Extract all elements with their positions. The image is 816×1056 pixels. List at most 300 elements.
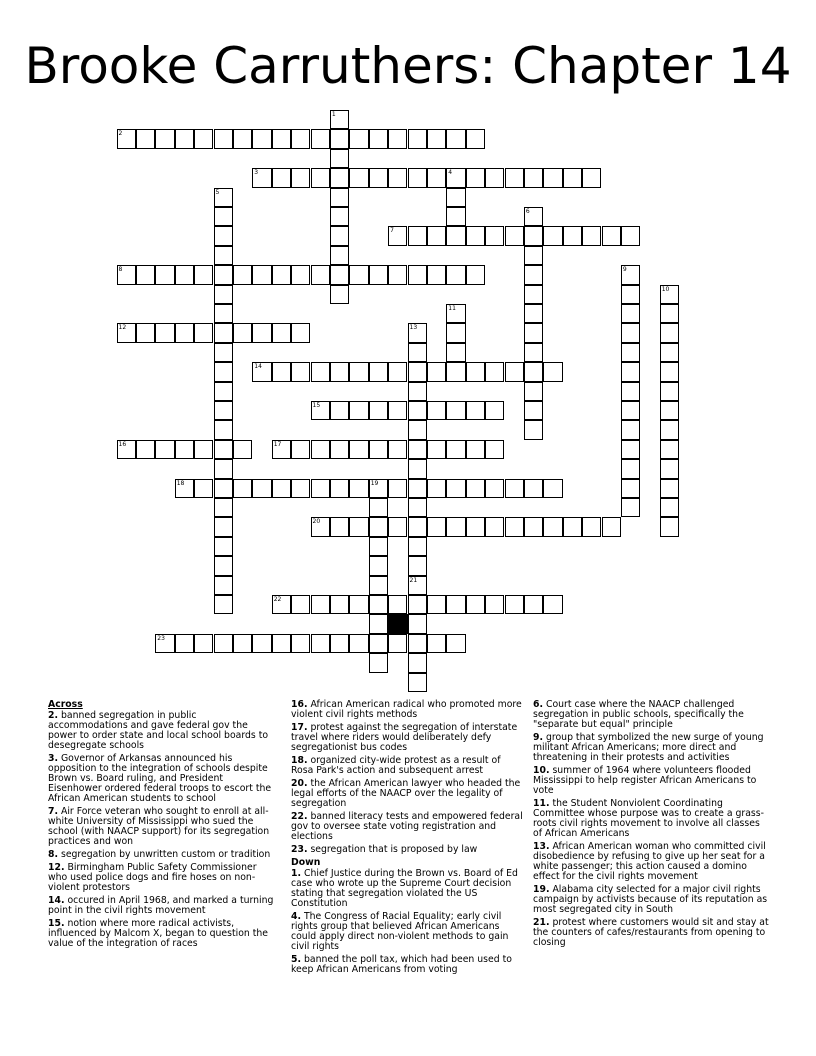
grid-cell[interactable] <box>233 634 252 653</box>
grid-cell[interactable] <box>485 226 504 245</box>
grid-cell[interactable] <box>524 168 543 187</box>
grid-cell[interactable] <box>252 479 271 498</box>
grid-cell[interactable] <box>311 265 330 284</box>
down-clue <box>533 700 769 730</box>
grid-cell[interactable] <box>311 168 330 187</box>
grid-cell[interactable] <box>563 168 582 187</box>
grid-cell[interactable] <box>272 634 291 653</box>
grid-cell[interactable] <box>272 479 291 498</box>
grid-cell[interactable] <box>543 479 562 498</box>
grid-cell[interactable] <box>660 420 679 439</box>
grid-cell[interactable] <box>291 595 310 614</box>
grid-cell[interactable] <box>136 129 155 148</box>
grid-cell[interactable] <box>252 129 271 148</box>
clue-number: 6. <box>533 699 544 710</box>
cell-number: 20 <box>312 518 321 526</box>
grid-cell[interactable] <box>524 479 543 498</box>
grid-cell[interactable] <box>330 246 349 265</box>
grid-cell[interactable] <box>621 498 640 517</box>
grid-cell[interactable] <box>466 265 485 284</box>
grid-cell[interactable] <box>660 498 679 517</box>
cell-number: 23 <box>157 634 165 642</box>
across-clue <box>48 850 274 860</box>
grid-cell[interactable] <box>233 479 252 498</box>
grid-cell[interactable] <box>175 265 194 284</box>
grid-cell[interactable] <box>194 440 213 459</box>
grid-cell[interactable] <box>214 479 233 498</box>
grid-cell[interactable] <box>524 401 543 420</box>
grid-cell[interactable] <box>543 595 562 614</box>
grid-cell[interactable] <box>524 323 543 342</box>
grid-cell[interactable] <box>349 595 368 614</box>
grid-cell[interactable] <box>388 440 407 459</box>
grid-cell[interactable] <box>155 323 174 342</box>
grid-cell[interactable] <box>582 168 601 187</box>
grid-cell[interactable] <box>621 226 640 245</box>
cell-number: 12 <box>118 324 127 332</box>
grid-cell[interactable] <box>369 440 388 459</box>
clues-column-2 <box>291 700 523 978</box>
grid-cell[interactable] <box>446 207 465 226</box>
grid-cell[interactable] <box>524 595 543 614</box>
grid-cell[interactable] <box>214 517 233 536</box>
grid-cell[interactable] <box>446 188 465 207</box>
grid-cell[interactable] <box>427 634 446 653</box>
clue-text: Alabama city selected for a major civil rights campaign by activists because of its reputation as most segregated city in South <box>533 884 768 915</box>
grid-cell[interactable] <box>505 226 524 245</box>
grid-cell[interactable] <box>214 382 233 401</box>
grid-cell[interactable] <box>330 595 349 614</box>
grid-cell[interactable] <box>214 537 233 556</box>
grid-cell[interactable] <box>660 343 679 362</box>
grid-cell[interactable] <box>291 440 310 459</box>
grid-cell[interactable] <box>408 382 427 401</box>
grid-cell[interactable] <box>408 614 427 633</box>
grid-cell[interactable] <box>214 265 233 284</box>
grid-cell[interactable] <box>427 440 446 459</box>
grid-cell[interactable] <box>466 129 485 148</box>
grid-cell[interactable] <box>194 323 213 342</box>
clue-text: Chief Justice during the Brown vs. Board of Ed case who wrote up the Supreme Court decision stating that segregation violated the US Constitution <box>291 868 518 909</box>
grid-cell[interactable] <box>214 420 233 439</box>
grid-cell[interactable] <box>602 517 621 536</box>
clue-text: protest where customers would sit and stay at the counters of cafes/restaurants from opening to closing <box>533 917 769 948</box>
grid-cell[interactable] <box>427 362 446 381</box>
grid-cell[interactable] <box>330 440 349 459</box>
grid-cell[interactable] <box>388 634 407 653</box>
grid-cell[interactable] <box>175 323 194 342</box>
cell-number: 22 <box>273 596 282 603</box>
grid-cell[interactable] <box>155 440 174 459</box>
grid-cell[interactable] <box>621 420 640 439</box>
grid-cell[interactable] <box>485 362 504 381</box>
grid-cell[interactable] <box>427 129 446 148</box>
grid-cell[interactable] <box>524 362 543 381</box>
cell-number: 18 <box>176 479 185 487</box>
down-clue <box>533 918 769 948</box>
grid-cell[interactable] <box>291 323 310 342</box>
grid-cell[interactable] <box>252 265 271 284</box>
cell-number: 17 <box>273 440 282 448</box>
grid-cell[interactable] <box>369 634 388 653</box>
grid-cell[interactable] <box>466 440 485 459</box>
grid-cell[interactable] <box>660 517 679 536</box>
grid-cell[interactable] <box>446 517 465 536</box>
grid-cell[interactable] <box>446 343 465 362</box>
grid-cell[interactable] <box>485 440 504 459</box>
grid-cell[interactable] <box>272 323 291 342</box>
grid-cell[interactable] <box>408 459 427 478</box>
grid-cell[interactable] <box>524 420 543 439</box>
grid-cell[interactable] <box>543 226 562 245</box>
grid-cell[interactable] <box>330 362 349 381</box>
grid-cell[interactable] <box>543 517 562 536</box>
grid-cell[interactable] <box>505 362 524 381</box>
grid-cell[interactable] <box>369 265 388 284</box>
grid-cell[interactable] <box>369 517 388 536</box>
grid-cell[interactable] <box>233 323 252 342</box>
grid-cell[interactable] <box>136 265 155 284</box>
grid-cell[interactable] <box>214 246 233 265</box>
clue-text: banned the poll tax, which had been used to keep African Americans from voting <box>291 954 512 975</box>
grid-cell[interactable] <box>446 129 465 148</box>
grid-cell[interactable] <box>408 634 427 653</box>
grid-cell[interactable] <box>272 362 291 381</box>
grid-cell[interactable] <box>330 168 349 187</box>
grid-cell[interactable] <box>427 265 446 284</box>
grid-cell[interactable] <box>330 265 349 284</box>
grid-cell[interactable] <box>446 226 465 245</box>
grid-cell[interactable] <box>388 129 407 148</box>
grid-cell[interactable] <box>349 634 368 653</box>
grid-cell[interactable] <box>524 517 543 536</box>
clue-number: 14. <box>48 895 65 906</box>
across-clue <box>48 896 274 916</box>
grid-cell[interactable] <box>466 479 485 498</box>
grid-cell[interactable] <box>660 323 679 342</box>
grid-cell[interactable] <box>311 634 330 653</box>
grid-cell[interactable] <box>214 440 233 459</box>
cell-number: 10 <box>661 285 670 293</box>
grid-cell[interactable] <box>408 556 427 575</box>
grid-cell[interactable] <box>311 479 330 498</box>
grid-cell[interactable] <box>349 401 368 420</box>
grid-cell[interactable] <box>524 246 543 265</box>
grid-cell[interactable] <box>330 188 349 207</box>
grid-cell[interactable] <box>175 440 194 459</box>
grid-cell[interactable] <box>408 517 427 536</box>
grid-cell[interactable] <box>311 440 330 459</box>
grid-cell[interactable] <box>466 517 485 536</box>
grid-cell[interactable] <box>214 459 233 478</box>
grid-cell[interactable] <box>427 517 446 536</box>
grid-cell[interactable] <box>582 226 601 245</box>
grid-cell[interactable] <box>427 226 446 245</box>
grid-cell[interactable] <box>446 401 465 420</box>
down-clue <box>533 842 769 882</box>
grid-cell[interactable] <box>543 362 562 381</box>
grid-cell[interactable] <box>214 498 233 517</box>
grid-cell[interactable] <box>563 226 582 245</box>
grid-cell[interactable] <box>485 479 504 498</box>
grid-cell[interactable] <box>369 653 388 672</box>
grid-cell[interactable] <box>485 595 504 614</box>
grid-cell[interactable] <box>524 226 543 245</box>
grid-cell[interactable] <box>446 479 465 498</box>
grid-cell[interactable] <box>485 168 504 187</box>
grid-cell[interactable] <box>466 168 485 187</box>
clue-number: 15. <box>48 918 65 929</box>
grid-cell[interactable] <box>621 362 640 381</box>
grid-cell[interactable] <box>330 149 349 168</box>
grid-cell[interactable] <box>330 479 349 498</box>
grid-cell[interactable] <box>349 362 368 381</box>
across-clue <box>291 700 523 720</box>
grid-cell[interactable] <box>524 265 543 284</box>
grid-cell[interactable] <box>408 479 427 498</box>
grid-cell[interactable] <box>621 304 640 323</box>
grid-cell[interactable] <box>505 595 524 614</box>
grid-cell[interactable] <box>524 343 543 362</box>
grid-cell[interactable] <box>621 382 640 401</box>
clue-number: 2. <box>48 710 59 721</box>
grid-cell[interactable] <box>233 265 252 284</box>
grid-cell[interactable] <box>621 479 640 498</box>
grid-cell[interactable] <box>621 285 640 304</box>
grid-cell[interactable] <box>194 129 213 148</box>
grid-cell[interactable] <box>408 440 427 459</box>
grid-cell[interactable] <box>214 304 233 323</box>
clue-text: banned literacy tests and empowered federal gov to oversee state voting registration and elections <box>291 811 523 842</box>
grid-cell[interactable] <box>214 595 233 614</box>
grid-cell[interactable] <box>524 304 543 323</box>
across-clue <box>291 845 523 855</box>
grid-cell[interactable] <box>602 226 621 245</box>
clues-column-1 <box>48 700 274 952</box>
grid-cell[interactable] <box>214 576 233 595</box>
grid-cell[interactable] <box>330 129 349 148</box>
grid-cell[interactable] <box>349 517 368 536</box>
grid-cell[interactable] <box>214 401 233 420</box>
grid-cell[interactable] <box>369 168 388 187</box>
grid-cell[interactable] <box>524 382 543 401</box>
grid-cell[interactable] <box>155 265 174 284</box>
clue-number: 22. <box>291 811 308 822</box>
page-title: Brooke Carruthers: Chapter 14 <box>24 37 792 95</box>
clue-text: the Student Nonviolent Coordinating Committee whose purpose was to create a grass-roots civil rights movement to involve all classes of African Americans <box>533 798 764 839</box>
grid-cell[interactable] <box>136 440 155 459</box>
grid-cell[interactable] <box>446 440 465 459</box>
grid-cell[interactable] <box>582 517 601 536</box>
grid-cell[interactable] <box>621 343 640 362</box>
grid-cell[interactable] <box>408 362 427 381</box>
cell-number: 7 <box>390 227 394 235</box>
cell-number: 2 <box>118 130 123 138</box>
grid-cell[interactable] <box>311 595 330 614</box>
grid-cell[interactable] <box>446 595 465 614</box>
grid-cell[interactable] <box>214 129 233 148</box>
grid-cell[interactable] <box>466 401 485 420</box>
grid-cell[interactable] <box>214 556 233 575</box>
grid-cell[interactable] <box>369 401 388 420</box>
grid-cell[interactable] <box>349 129 368 148</box>
grid-cell[interactable] <box>272 168 291 187</box>
grid-cell[interactable] <box>330 285 349 304</box>
grid-cell[interactable] <box>272 129 291 148</box>
grid-cell[interactable] <box>543 168 562 187</box>
grid-cell[interactable] <box>446 362 465 381</box>
grid-cell[interactable] <box>388 401 407 420</box>
grid-cell[interactable] <box>660 362 679 381</box>
grid-cell[interactable] <box>311 362 330 381</box>
grid-cell[interactable] <box>369 362 388 381</box>
down-clue <box>291 955 523 975</box>
clue-number: 21. <box>533 917 550 928</box>
grid-cell[interactable] <box>660 440 679 459</box>
grid-cell[interactable] <box>408 673 427 692</box>
grid-cell[interactable] <box>330 226 349 245</box>
grid-cell[interactable] <box>272 265 291 284</box>
grid-cell[interactable] <box>136 323 155 342</box>
grid-cell[interactable] <box>427 401 446 420</box>
across-heading: Across <box>48 699 83 710</box>
grid-cell[interactable] <box>330 401 349 420</box>
grid-cell[interactable] <box>214 226 233 245</box>
grid-cell[interactable] <box>330 634 349 653</box>
grid-cell[interactable] <box>214 285 233 304</box>
grid-cell[interactable] <box>194 479 213 498</box>
grid-cell[interactable] <box>369 556 388 575</box>
grid-cell[interactable] <box>388 595 407 614</box>
grid-cell[interactable] <box>408 420 427 439</box>
grid-cell[interactable] <box>291 265 310 284</box>
grid-cell[interactable] <box>155 129 174 148</box>
grid-cell[interactable] <box>408 168 427 187</box>
grid-cell[interactable] <box>563 517 582 536</box>
grid-cell[interactable] <box>388 362 407 381</box>
grid-cell[interactable] <box>369 595 388 614</box>
clue-text: Air Force veteran who sought to enroll at all-white University of Mississippi who sued the school (with NAACP support) for its segregation practices and won <box>48 806 270 847</box>
grid-cell[interactable] <box>621 440 640 459</box>
grid-cell[interactable] <box>446 323 465 342</box>
clue-number: 17. <box>291 722 308 733</box>
grid-cell[interactable] <box>505 517 524 536</box>
grid-cell[interactable] <box>369 129 388 148</box>
grid-cell[interactable] <box>427 479 446 498</box>
grid-cell[interactable] <box>369 498 388 517</box>
grid-cell[interactable] <box>194 265 213 284</box>
clue-text: organized city-wide protest as a result of Rosa Park's action and subsequent arrest <box>291 755 501 776</box>
grid-cell[interactable] <box>446 634 465 653</box>
grid-cell[interactable] <box>485 517 504 536</box>
grid-cell[interactable] <box>466 362 485 381</box>
grid-cell[interactable] <box>291 362 310 381</box>
grid-cell[interactable] <box>214 362 233 381</box>
grid-cell[interactable] <box>311 129 330 148</box>
grid-cell[interactable] <box>175 129 194 148</box>
grid-cell[interactable] <box>291 168 310 187</box>
grid-cell[interactable] <box>175 634 194 653</box>
grid-cell[interactable] <box>388 517 407 536</box>
grid-cell[interactable] <box>524 285 543 304</box>
grid-cell[interactable] <box>233 129 252 148</box>
grid-cell[interactable] <box>408 265 427 284</box>
grid-cell[interactable] <box>194 634 213 653</box>
grid-cell[interactable] <box>291 129 310 148</box>
grid-cell[interactable] <box>214 343 233 362</box>
grid-cell[interactable] <box>660 304 679 323</box>
grid-cell[interactable] <box>214 634 233 653</box>
cell-number: 5 <box>215 188 220 196</box>
clue-text: African American woman who committed civil disobedience by refusing to give up her seat for a white passenger; this action caused a domino effect for the civil rights movement <box>533 841 766 882</box>
grid-cell[interactable] <box>349 479 368 498</box>
clue-number: 11. <box>533 798 550 809</box>
clue-number: 13. <box>533 841 550 852</box>
grid-cell[interactable] <box>466 226 485 245</box>
grid-cell[interactable] <box>233 440 252 459</box>
clue-text: The Congress of Racial Equality; early civil rights group that believed African Americans could apply direct non-violent methods to gain civil rights <box>291 911 509 952</box>
grid-cell[interactable] <box>330 207 349 226</box>
grid-cell[interactable] <box>252 323 271 342</box>
grid-cell[interactable] <box>505 479 524 498</box>
across-clue <box>291 812 523 842</box>
grid-cell[interactable] <box>621 401 640 420</box>
grid-cell[interactable] <box>330 517 349 536</box>
grid-cell[interactable] <box>291 634 310 653</box>
grid-cell[interactable] <box>408 401 427 420</box>
grid-cell[interactable] <box>505 168 524 187</box>
grid-cell[interactable] <box>427 168 446 187</box>
grid-cell[interactable] <box>466 595 485 614</box>
clue-number: 7. <box>48 806 59 817</box>
clue-text: Birmingham Public Safety Commissioner who used police dogs and fire hoses on non-violent protestors <box>48 862 257 893</box>
grid-cell[interactable] <box>408 129 427 148</box>
grid-cell[interactable] <box>388 265 407 284</box>
grid-cell[interactable] <box>485 401 504 420</box>
grid-cell[interactable] <box>408 653 427 672</box>
grid-cell[interactable] <box>408 343 427 362</box>
grid-cell[interactable] <box>660 382 679 401</box>
grid-cell[interactable] <box>369 537 388 556</box>
grid-cell[interactable] <box>388 479 407 498</box>
grid-cell[interactable] <box>408 595 427 614</box>
grid-cell[interactable] <box>446 265 465 284</box>
grid-cell[interactable] <box>291 479 310 498</box>
grid-cell[interactable] <box>408 498 427 517</box>
grid-cell[interactable] <box>621 459 640 478</box>
grid-cell[interactable] <box>349 265 368 284</box>
grid-cell[interactable] <box>427 595 446 614</box>
grid-cell[interactable] <box>388 168 407 187</box>
grid-cell[interactable] <box>369 614 388 633</box>
grid-cell[interactable] <box>252 634 271 653</box>
grid-cell[interactable] <box>214 207 233 226</box>
grid-cell[interactable] <box>660 479 679 498</box>
grid-cell[interactable] <box>408 226 427 245</box>
cell-number: 15 <box>312 402 321 409</box>
grid-cell[interactable] <box>408 537 427 556</box>
grid-cell[interactable] <box>349 440 368 459</box>
black-square <box>388 614 408 634</box>
across-clue <box>291 723 523 753</box>
grid-cell[interactable] <box>369 576 388 595</box>
grid-cell[interactable] <box>349 168 368 187</box>
grid-cell[interactable] <box>621 323 640 342</box>
grid-cell[interactable] <box>214 323 233 342</box>
clue-number: 23. <box>291 844 308 855</box>
grid-cell[interactable] <box>660 459 679 478</box>
grid-cell[interactable] <box>660 401 679 420</box>
